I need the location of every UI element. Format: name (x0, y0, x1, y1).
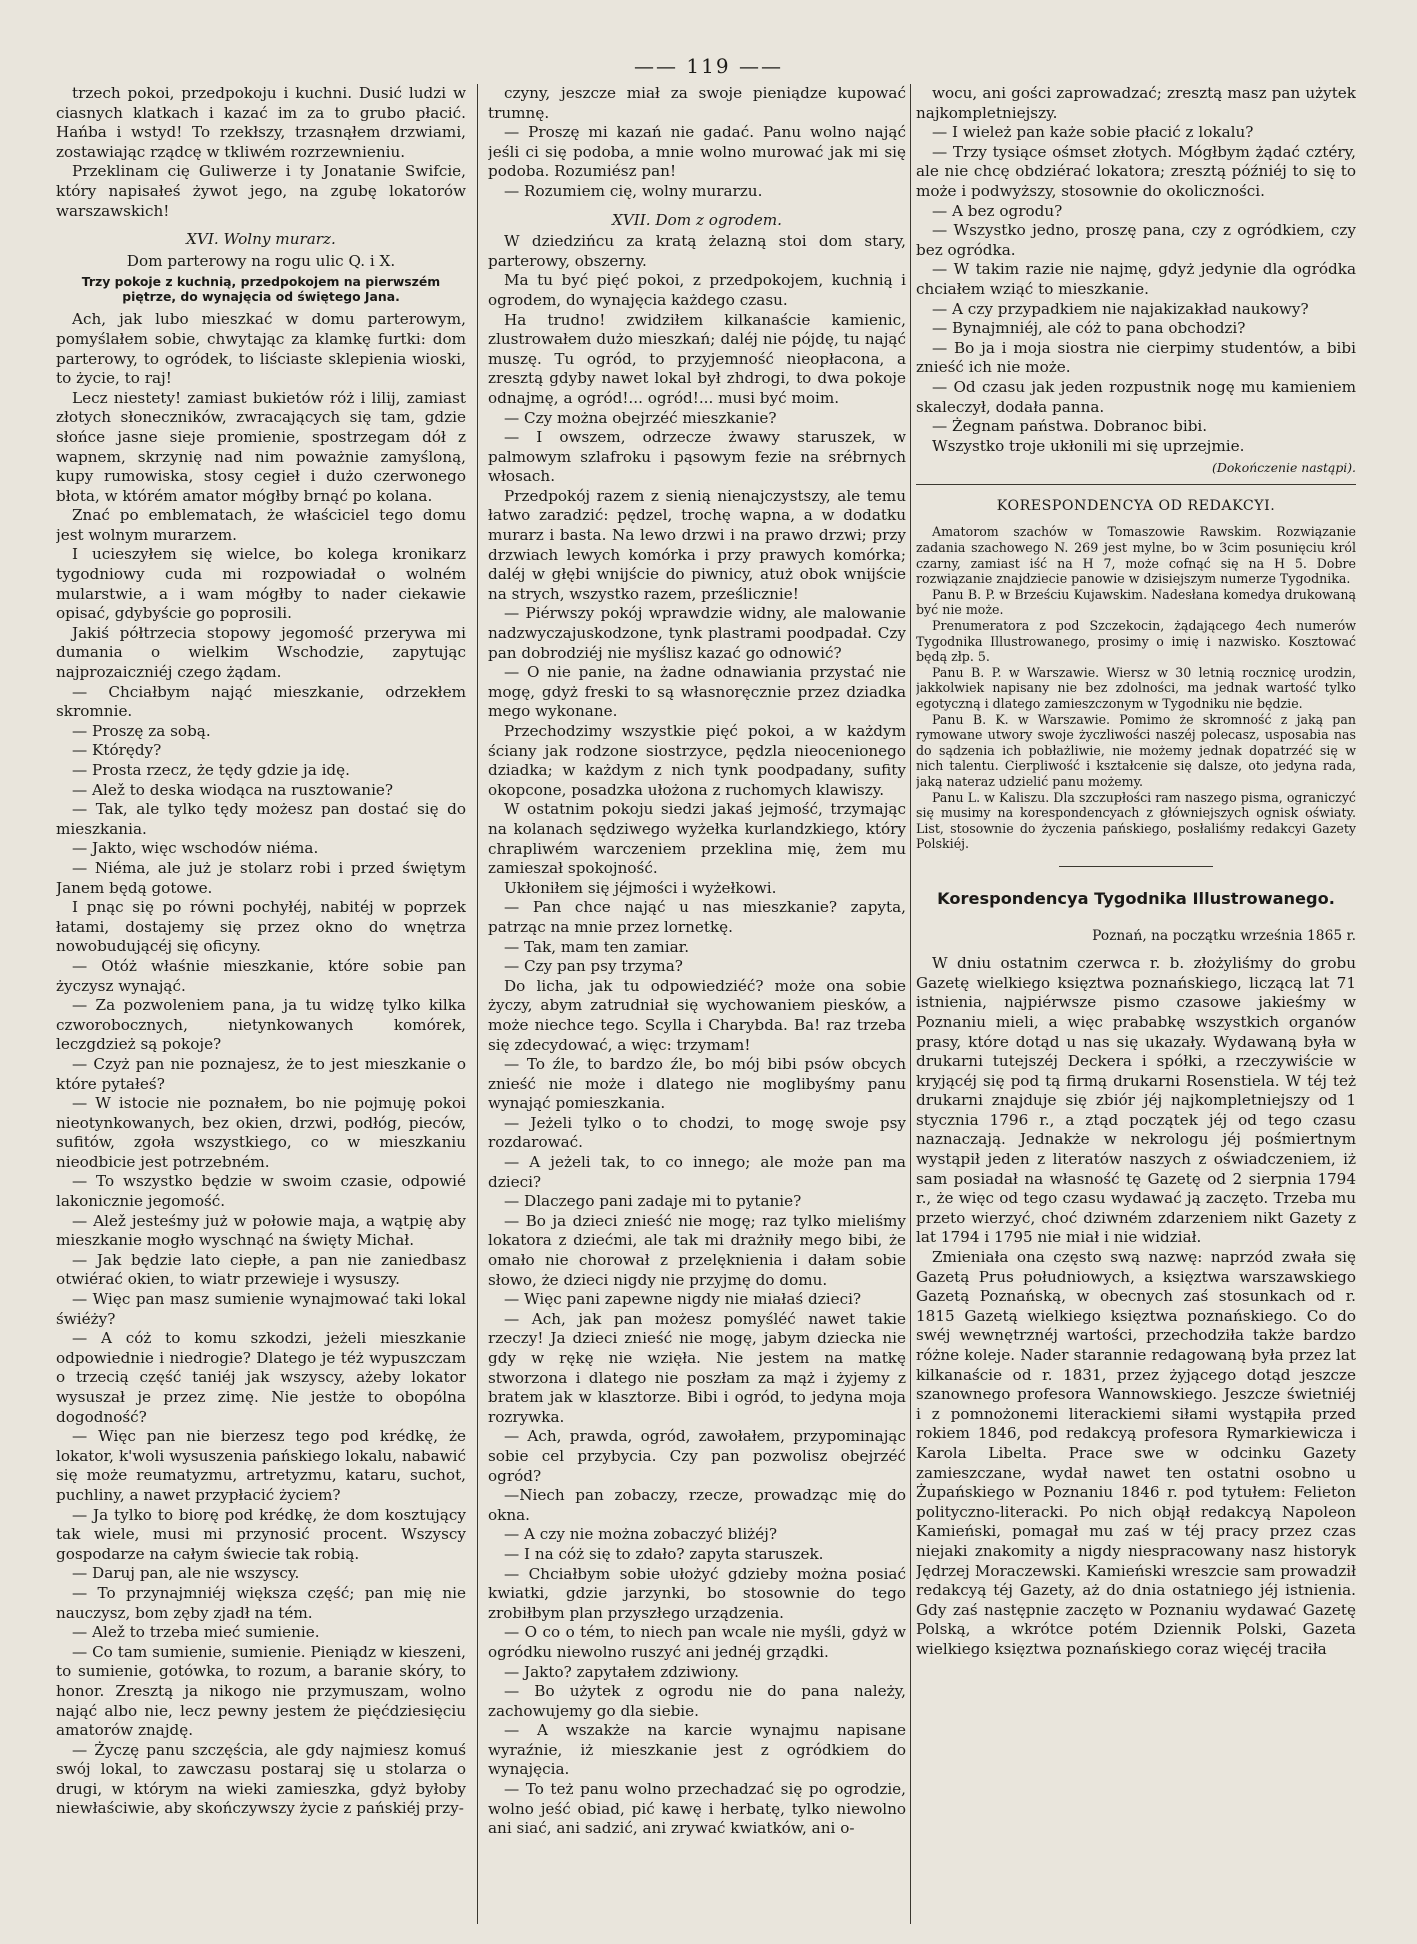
col3-paragraph: Panu B. P. w Warszawie. Wiersz w 30 letnią rocznicę urodzin, jakkolwiek napisany nie bez zdolności, ma jednak wartość tylko egotyczną i dlatego zamieszczonym w Tygodniku nie będzie. (916, 664, 1356, 711)
col1-paragraph: I ucieszyłem się wielce, bo kolega kronikarz tygodniowy cuda mi rozpowiadał o wolném mularstwie, a i wam mógłby to nader ciekawie opisać, gdybyście go poprosili. (56, 545, 466, 623)
col1-paragraph: Przeklinam cię Guliwerze i ty Jonatanie Swifcie, który napisałeś żywot jego, na zgubę lokatorów warszawskich! (56, 162, 466, 220)
col2-paragraph: W ostatnim pokoju siedzi jakaś jejmość, trzymając na kolanach sędziwego wyżełka kurlandzkiego, który chrapliwém warczeniem przeklina mię, żem mu zamieszał spokojność. (488, 800, 906, 878)
section-divider (1059, 866, 1213, 867)
col1-paragraph: I pnąc się po równi pochyłéj, nabitéj w poprzek łatami, dostajemy się przez okno do wnętrza nowobudującéj się oficyny. (56, 898, 466, 956)
col3-paragraph: — I wieleż pan każe sobie płacić z lokalu? (932, 123, 1254, 142)
col1-paragraph: — To wszystko będzie w swoim czasie, odpowié lakonicznie jegomość. (56, 1172, 466, 1211)
col1-paragraph: — Niéma, ale już je stolarz robi i przed świętym Janem będą gotowe. (56, 858, 466, 897)
col1-paragraph: — To przynajmniéj większa część; pan mię nie nauczysz, bom zęby zjadł na tém. (56, 1583, 466, 1622)
col3-paragraph: Panu L. w Kaliszu. Dla szczupłości ram naszego pisma, ograniczyć się musimy na korespondencyach z główniejszych ognisk oświaty. List, stosownie do życzenia pańskiego, posłaliśmy redakcyi Gazety Polskiéj. (916, 789, 1356, 852)
col2-paragraph: — Piérwszy pokój wprawdzie widny, ale malowanie nadzwyczajuskodzone, tynk plastrami poodpadał. Czy pan dobrodziéj nie myślisz kazać go odnowić? (488, 604, 906, 662)
col1-paragraph: — Daruj pan, ale nie wszyscy. (72, 1564, 300, 1583)
col3-paragraph: — A bez ogrodu? (932, 201, 1063, 220)
col2-paragraph: W dziedzińcu za kratą żelazną stoi dom stary, parterowy, obszerny. (488, 232, 906, 270)
col1-paragraph: Ach, jak lubo mieszkać w domu parterowym, pomyślałem sobie, chwytając za klamkę furtki: dom parterowy, to ogródek, to liściaste sklepienia wioski, to życie, to raj! (56, 310, 466, 388)
col2-paragraph: — Czy pan psy trzyma? (504, 957, 683, 976)
col2-paragraph: — Ach, jak pan możesz pomyśléć nawet takie rzeczy! Ja dzieci znieść nie mogę, jabym dziecka nie gdy w rękę nie wzięła. Nie jestem na matkę stworzona i dlatego nie poszłam za mąż i żyjemy z bratem jak w klasztorze. Bibi i ogród, to jedyna moja rozrywka. (488, 1309, 906, 1426)
col2-paragraph: — Ach, prawda, ogród, zawołałem, przypominając sobie cel przybycia. Czy pan pozwolisz obejrzéć ogród? (488, 1427, 906, 1485)
col2-paragraph: — Proszę mi kazań nie gadać. Panu wolno nająć jeśli ci się podoba, a mnie wolno murować jak mi się podoba. Rozumiész pan! (488, 123, 906, 181)
col3-paragraph: Poznań, na początku września 1865 r. (1092, 927, 1356, 944)
col2-paragraph: Ha trudno! zwidziłem kilkanaście kamienic, zlustrowałem dużo mieszkań; daléj nie pójdę, tu nająć muszę. Tu ogród, to przyjemność nieopłacona, a zresztą gdyby nawet lokal był zhdrogi, to dwa pokoje odnajmę, a ogród!... ogród!... musi być moim. (488, 310, 906, 407)
col2-paragraph: — Tak, mam ten zamiar. (504, 937, 690, 956)
col1-paragraph: — Jak będzie lato ciepłe, a pan nie zaniedbasz otwiérać okien, to wiatr przewieje i wysuszy. (56, 1250, 466, 1289)
col1-paragraph: — Alež to trzeba mieć sumienie. (72, 1623, 320, 1642)
col3-paragraph: — Żegnam państwa. Dobranoc bibi. (932, 417, 1208, 436)
col1-paragraph: XVI. Wolny murarz. (186, 230, 336, 249)
col2-paragraph: Przechodzimy wszystkie pięć pokoi, a w każdym ściany jak rodzone siostrzyce, pędzla nieocenionego dziadka; w każdym z nich tynk poodpadany, sufity okopcone, posadzka ułożona z ruchomych klawiszy. (488, 722, 906, 799)
col2-paragraph: — Rozumiem cię, wolny murarzu. (504, 181, 763, 200)
col3-paragraph: — Bo ja i moja siostra nie cierpimy studentów, a bibi znieść ich nie może. (916, 338, 1356, 377)
col1-paragraph: — Tak, ale tylko tędy możesz pan dostać się do mieszkania. (56, 800, 466, 838)
col2-paragraph: czyny, jeszcze miał za swoje pieniądze kupować trumnę. (488, 84, 906, 122)
col2-paragraph: — A czy nie można zobaczyć bliżéj? (504, 1525, 778, 1544)
col1-paragraph: — W istocie nie poznałem, bo nie pojmuję pokoi nieotynkowanych, bez okien, drzwi, podłóg, pieców, sufitów, zgoła wszystkiego, co w mieszkaniu nieodbicie jest potrzebném. (56, 1094, 466, 1171)
col1-paragraph: Jakiś półtrzecia stopowy jegomość przerywa mi dumania o wielkim Wschodzie, zapytując najprozaiczniéj czego żądam. (56, 623, 466, 682)
col2-paragraph: — I na cóż się to zdało? zapyta staruszek. (504, 1544, 824, 1563)
col2-paragraph: — Dlaczego pani zadaje mi to pytanie? (504, 1192, 802, 1211)
col1-paragraph: — Więc pan nie bierzesz tego pod krédkę, że lokator, k'woli wysuszenia pańskiego lokalu, nabawić się może reumatyzmu, artretyzmu, kataru, suchot, puchliny, a nawet przypłacić życiem? (56, 1427, 466, 1504)
col3-paragraph: — Trzy tysiące ośmset złotych. Mógłbym żądać cztéry, ale nie chcę obdziérać lokatora; zresztą późniéj to się to może i podwyższy, stosownie do okoliczności. (916, 142, 1356, 200)
col3-paragraph: Amatorom szachów w Tomaszowie Rawskim. Rozwiązanie zadania szachowego N. 269 jest mylne, bo w 3cim posunięciu król czarny, zamiast iść na H 7, może cofnąć się na H 5. Dobre rozwiązanie znajdziecie panowie w dzisiejszym numerze Tygodnika. (916, 524, 1356, 587)
column-1 (56, 84, 466, 1924)
col2-paragraph: — To źle, to bardzo źle, bo mój bibi psów obcych znieść nie może i dlatego nie moglibyśmy panu wynająć pomieszkania. (488, 1055, 906, 1113)
column-rule-1 (477, 84, 478, 1924)
page-number: —— 119 —— (634, 54, 783, 78)
col2-paragraph: — Jeżeli tylko o to chodzi, to mogę swoje psy rozdarować. (488, 1113, 906, 1152)
col1-paragraph: — Więc pan masz sumienie wynajmować taki lokal świéży? (56, 1290, 466, 1328)
col3-paragraph: Korespondencya Tygodnika Illustrowanego. (937, 888, 1335, 908)
col3-paragraph: KORESPONDENCYA OD REDAKCYI. (996, 497, 1276, 514)
section-divider (916, 484, 1356, 485)
col2-paragraph: — Jakto? zapytałem zdziwiony. (504, 1662, 739, 1681)
col3-paragraph: — W takim razie nie najmę, gdyż jedynie dla ogródka chciałem wziąć to mieszkanie. (916, 260, 1356, 298)
col1-paragraph: — Chciałbym nająć mieszkanie, odrzekłem skromnie. (56, 682, 466, 721)
col2-paragraph: — O co o tém, to niech pan wcale nie myśli, gdyż w ogródku niewolno ruszyć ani jednéj grządki. (488, 1623, 906, 1661)
col1-paragraph: — Otóż właśnie mieszkanie, które sobie pan życzysz wynająć. (56, 956, 466, 995)
col3-paragraph: W dniu ostatnim czerwca r. b. złożyliśmy do grobu Gazetę wielkiego księztwa poznańskiego, liczącą lat 71 istnienia, najpiérwsze pismo czasowe jakieśmy w Poznaniu mieli, a więc prababkę wszystkich organów prasy, które dotąd u nas się ukazały. Wydawaną była w drukarni tutejszéj Deckera i spółki, a rzeczywiście w kryjącéj się pod tą firmą drukarni Rosenstiela. W téj też drukarni znajduje się zbiór jéj najkompletniejszy od 1 stycznia 1796 r., a ztąd początek jéj od tego czasu naznaczają. Jednakże w nekrologu jéj pośmiertnym wystąpił jeden z literatów naszych z oświadczeniem, iż sam posiadał na własność tę Gazetę od 2 sierpnia 1794 r., że więc od tego czasu wydawać ją zaczęto. Trzeba mu przeto wierzyć, choć dziwném zdarzeniem nikt Gazety z lat 1794 i 1795 nie miał i nie widział. (916, 954, 1356, 1247)
col1-paragraph: — A cóż to komu szkodzi, jeżeli mieszkanie odpowiednie i niedrogie? Dlatego je téż wypuszczam o trzecią część taniéj jak wszyscy, ażeby lokator wysuszał je przez zimę. Nie jestże to obopólna dogodność? (56, 1329, 466, 1426)
col2-paragraph: — O nie panie, na żadne odnawiania przystać nie mogę, gdyż freski to są własnoręcznie przez dziadka mego wykonane. (488, 663, 906, 721)
col2-paragraph: XVII. Dom z ogrodem. (611, 210, 783, 229)
col1-paragraph: Dom parterowy na rogu ulic Q. i X. (126, 251, 396, 270)
page-number-value: 119 (686, 54, 731, 78)
col3-paragraph: — A czy przypadkiem nie najakizakład naukowy? (932, 299, 1309, 318)
col1-paragraph: — Alež jesteśmy już w połowie maja, a wątpię aby mieszkanie mogło wyschnąć na święty Michał. (56, 1211, 466, 1250)
col2-paragraph: — Chciałbym sobie ułożyć gdzieby można posiać kwiatki, gdzie jarzynki, bo stosownie do tego zrobiłbym plan przyszłego urządzenia. (488, 1564, 906, 1622)
col3-paragraph: Zmieniała ona często swą nazwę: naprzód zwała się Gazetą Prus południowych, a księztwa warszawskiego Gazetą Poznańską, w obecnych zaś stosunkach od r. 1815 Gazetą wielkiego księztwa poznańskiego. Co do swéj wewnętrznéj wartości, przechodziła także bardzo różne koleje. Nader starannie redagowaną była przez lat kilkanaście od r. 1831, przez żyjącego dotąd jeszcze szanownego profesora Wannowskiego. Jeszcze świetniéj i z pomnożonemi literackiemi siłami wystąpiła przed rokiem 1846, pod redakcyą profesora Rymarkiewicza i Karola Libelta. Prace swe w odcinku Gazety zamieszczane, wydał nawet ten ostatni osobno u Żupańskiego w Poznaniu 1846 r. pod tytułem: Felieton polityczno-literacki. Po nich objął redakcyą Napoleon Kamieński, pomagał mu zaś w téj pracy przez czas niejaki znakomity a nigdy niespracowany nasz historyk Jędrzej Moraczewski. Kamieński wreszcie sam prowadził redakcyą téj Gazety, aż do dnia ostatniego jéj istnienia. Gdy zaś następnie zaczęto w Poznaniu wydawać Gazetę Polską, a wkrótce potém Dziennik Polski, Gazeta wielkiego księztwa poznańskiego coraz więcéj traciła (916, 1248, 1356, 1658)
col2-paragraph: — Więc pani zapewne nigdy nie miałaś dzieci? (504, 1290, 862, 1309)
column-rule-2 (910, 84, 911, 1924)
col2-paragraph: — A wszakże na karcie wynajmu napisane wyraźnie, iż mieszkanie jest z ogródkiem do wynajęcia. (488, 1721, 906, 1779)
col1-paragraph: — Alež to deska wiodąca na rusztowanie? (72, 780, 394, 799)
col1-paragraph: — Prosta rzecz, że tędy gdzie ja idę. (72, 761, 350, 779)
col2-paragraph: Ukłoniłem się jéjmości i wyżełkowi. (504, 878, 777, 897)
col2-paragraph: — Czy można obejrzéć mieszkanie? (504, 408, 777, 427)
col3-paragraph: (Dokończenie nastąpi). (1212, 460, 1356, 476)
col2-paragraph: — I owszem, odrzecze żwawy staruszek, w palmowym szlafroku i pąsowym fezie na srébrnych włosach. (488, 428, 906, 486)
col1-paragraph: — Proszę za sobą. (72, 721, 211, 740)
col1-paragraph: — Jakto, więc wschodów niéma. (72, 839, 319, 858)
col2-paragraph: Ma tu być pięć pokoi, z przedpokojem, kuchnią i ogrodem, do wynajęcia każdego czasu. (488, 271, 906, 309)
col2-paragraph: —Niech pan zobaczy, rzecze, prowadząc mię do okna. (488, 1486, 906, 1524)
correspondence-notices (916, 524, 1356, 851)
col3-paragraph: Panu B. P. w Brześciu Kujawskim. Nadesłana komedya drukowaną być nie może. (916, 586, 1356, 618)
col3-paragraph: Wszystko troje ukłonili mi się uprzejmie. (932, 436, 1245, 455)
col1-paragraph: — Życzę panu szczęścia, ale gdy najmiesz komuś swój lokal, to zawczasu postaraj się u stolarza o drugi, w którym na wieki zamieszka, gdyż byłoby niewłaściwie, aby skończywszy życie z pańskiéj przy- (56, 1740, 466, 1818)
col1-paragraph: — Ja tylko to biorę pod krédkę, że dom kosztujący tak wiele, musi mi przynosić procent. Wszyscy gospodarze na całym świecie tak robią. (56, 1505, 466, 1563)
col2-paragraph: — Pan chce nająć u nas mieszkanie? zapyta, patrząc na mnie przez lornetkę. (488, 898, 906, 936)
col1-paragraph: trzech pokoi, przedpokoju i kuchni. Dusić ludzi w ciasnych klatkach i kazać im za to grubo płacić. Hańba i wstyd! To rzekłszy, trzasnąłem drzwiami, zostawiając rządcę w tkliwém rozrzewnieniu. (56, 84, 466, 161)
col3-paragraph: Prenumeratora z pod Szczekocin, żądającego 4ech numerów Tygodnika Illustrowanego, prosimy o imię i nazwisko. Kosztować będą złp. 5. (916, 618, 1356, 665)
col1-paragraph: — Którędy? (72, 741, 162, 760)
col1-paragraph: Znać po emblematach, że właściciel tego domu jest wolnym murarzem. (56, 506, 466, 544)
col1-paragraph: — Czyż pan nie poznajesz, że to jest mieszkanie o które pytałeś? (56, 1054, 466, 1093)
col3-paragraph: — Wszystko jedno, proszę pana, czy z ogródkiem, czy bez ogródka. (916, 221, 1356, 259)
col2-paragraph: — A jeżeli tak, to co innego; ale może pan ma dzieci? (488, 1153, 906, 1191)
col2-paragraph: Przedpokój razem z sienią nienajczystszy, ale temu łatwo zaradzić: pędzel, trochę wapna, a w dodatku murarz i basta. Na lewo drzwi i na prawo drzwi; przy drzwiach lewych komórka i przy prawych komórka; daléj w głębi wnijście do piwnicy, atuż obok wnijście na strych, wszystko razem, prześlicznie! (488, 486, 906, 603)
col1-paragraph: Lecz niestety! zamiast bukietów róż i lilij, zamiast złotych słoneczników, zwracających się tam, gdzie słońce jasne sieje promienie, spostrzegam dół z wapnem, skrzynię nad nim poważnie zamyśloną, kupy rumowiska, stosy cegieł i dużo czerwonego błota, w którém amator mógłby brnąć po kolana. (56, 388, 466, 505)
col1-paragraph: Trzy pokoje z kuchnią, przedpokojem na pierwszém piętrze, do wynajęcia od świętego Jana. (81, 274, 441, 305)
column-3 (916, 84, 1356, 1924)
col2-paragraph: — Bo użytek z ogrodu nie do pana należy, zachowujemy go dla siebie. (488, 1682, 906, 1720)
col1-paragraph: — Za pozwoleniem pana, ja tu widzę tylko kilka czworobocznych, nietynkowanych komórek, leczgdzież są pokoje? (56, 996, 466, 1054)
column-2 (488, 84, 906, 1924)
col2-paragraph: Do licha, jak tu odpowiedziéć? może ona sobie życzy, abym zatrudniał się wychowaniem piesków, a może niechce tego. Scylla i Charybda. Ba! raz trzeba się zdecydować, a więc: trzymam! (488, 976, 906, 1054)
col3-paragraph: wocu, ani gości zaprowadzać; zresztą masz pan użytek najkompletniejszy. (916, 84, 1356, 122)
col2-paragraph: — To też panu wolno przechadzać się po ogrodzie, wolno jeść obiad, pić kawę i herbatę, tylko niewolno ani siać, ani sadzić, ani zrywać kwiatków, ani o- (488, 1780, 906, 1838)
col2-paragraph: — Bo ja dzieci znieść nie mogę; raz tylko mieliśmy lokatora z dziećmi, ale tak mi drażniły mego bibi, że omało nie chorował z przelęknienia i dałam sobie słowo, że dzieci nigdy nie przyjmę do domu. (488, 1211, 906, 1289)
col3-paragraph: — Od czasu jak jeden rozpustnik nogę mu kamieniem skaleczył, dodała panna. (916, 377, 1356, 416)
col1-paragraph: — Co tam sumienie, sumienie. Pieniądz w kieszeni, to sumienie, gotówka, to rozum, a baranie skóry, to honor. Zresztą ja nikogo nie przymuszam, wolno nająć albo nie, lecz pewny jestem że pięćdziesięciu amatorów znajdę. (56, 1642, 466, 1740)
col3-paragraph: Panu B. K. w Warszawie. Pomimo że skromność z jaką pan rymowane utwory swoje życzliwości naszéj polecasz, usposabia nas do sądzenia ich pobłażliwie, nie możemy jednak dopatrzéć się w nich talentu. Cierpliwość i kształcenie się dalsze, oto jedyna rada, jaką nateraz udzielić panu możemy. (916, 711, 1356, 789)
col3-paragraph: — Bynajmniéj, ale cóż to pana obchodzi? (932, 319, 1246, 338)
